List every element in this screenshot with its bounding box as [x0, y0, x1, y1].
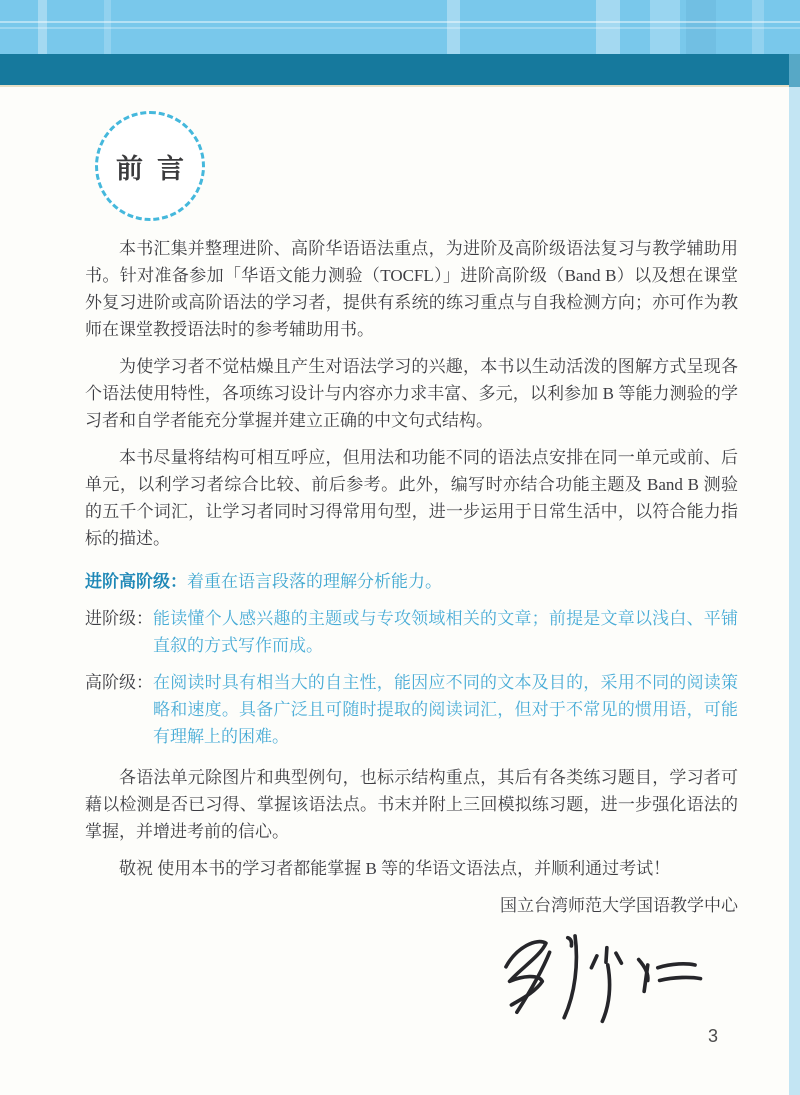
page-number: 3: [707, 1026, 718, 1046]
level-advanced: [85, 605, 738, 659]
blessing-line: 敬祝 使用本书的学习者都能掌握 B 等的华语文语法点，并顺利通过考试！: [119, 859, 671, 878]
teal-header-band: [0, 54, 800, 87]
level-advanced-text: 能读懂个人感兴趣的主题或与专攻领域相关的文章；前提是文章以浅白、平铺直叙的方式写作而成。: [153, 609, 738, 655]
level-superior-label: 高阶级：: [85, 673, 153, 692]
top-decorative-band: [0, 0, 800, 54]
page-title: 前言: [116, 153, 198, 184]
level-band-label: 进阶高阶级：: [85, 572, 187, 591]
teal-band-end-segment: [789, 54, 800, 87]
decorative-line: [0, 27, 800, 29]
level-superior-text: 在阅读时具有相当大的自主性，能因应不同的文本及目的，采用不同的阅读策略和速度。具备广泛且可随时提取的阅读词汇，但对于不常见的惯用语，可能有理解上的困难。: [153, 673, 738, 746]
attribution: 国立台湾师范大学国语教学中心: [500, 896, 738, 915]
level-advanced-label: 进阶级：: [85, 609, 153, 628]
handwritten-signature-icon: [85, 925, 718, 1025]
closing-paragraph: 各语法单元除图片和典型例句，也标示结构重点，其后有各类练习题目，学习者可藉以检测是否已习得、掌握该语法点。书末并附上三回模拟练习题，进一步强化语法的掌握，并增进考前的信心。: [85, 768, 738, 841]
level-band-heading: [85, 568, 738, 595]
preface-content: [85, 87, 738, 1025]
decorative-line: [0, 21, 800, 23]
preface-title-badge: [95, 111, 205, 221]
level-band-text: 着重在语言段落的理解分析能力。: [187, 572, 442, 591]
structure-paragraph: 本书尽量将结构可相互呼应，但用法和功能不同的语法点安排在同一单元或前、后单元，以利学习者综合比较、前后参考。此外，编写时亦结合功能主题及 Band B 测验的五千个词汇，让学习者同时习得常用句型，进一步运用于日常生活中，以符合能力指标的描述。: [85, 448, 738, 548]
intro-paragraph: 本书汇集并整理进阶、高阶华语语法重点，为进阶及高阶级语法复习与教学辅助用书。针对准备参加「华语文能力测验（TOCFL）」进阶高阶级（Band B）以及想在课堂外复习进阶或高阶语法的学习者，提供有系统的练习重点与自我检测方向；亦可作为教师在课堂教授语法时的参考辅助用书。: [85, 239, 738, 339]
design-paragraph: 为使学习者不觉枯燥且产生对语法学习的兴趣，本书以生动活泼的图解方式呈现各个语法使用特性，各项练习设计与内容亦力求丰富、多元，以利参加 B 等能力测验的学习者和自学者能充分掌握并建立正确的中文句式结构。: [85, 357, 738, 430]
right-edge-stripe: [789, 87, 800, 1095]
level-superior: [85, 669, 738, 750]
